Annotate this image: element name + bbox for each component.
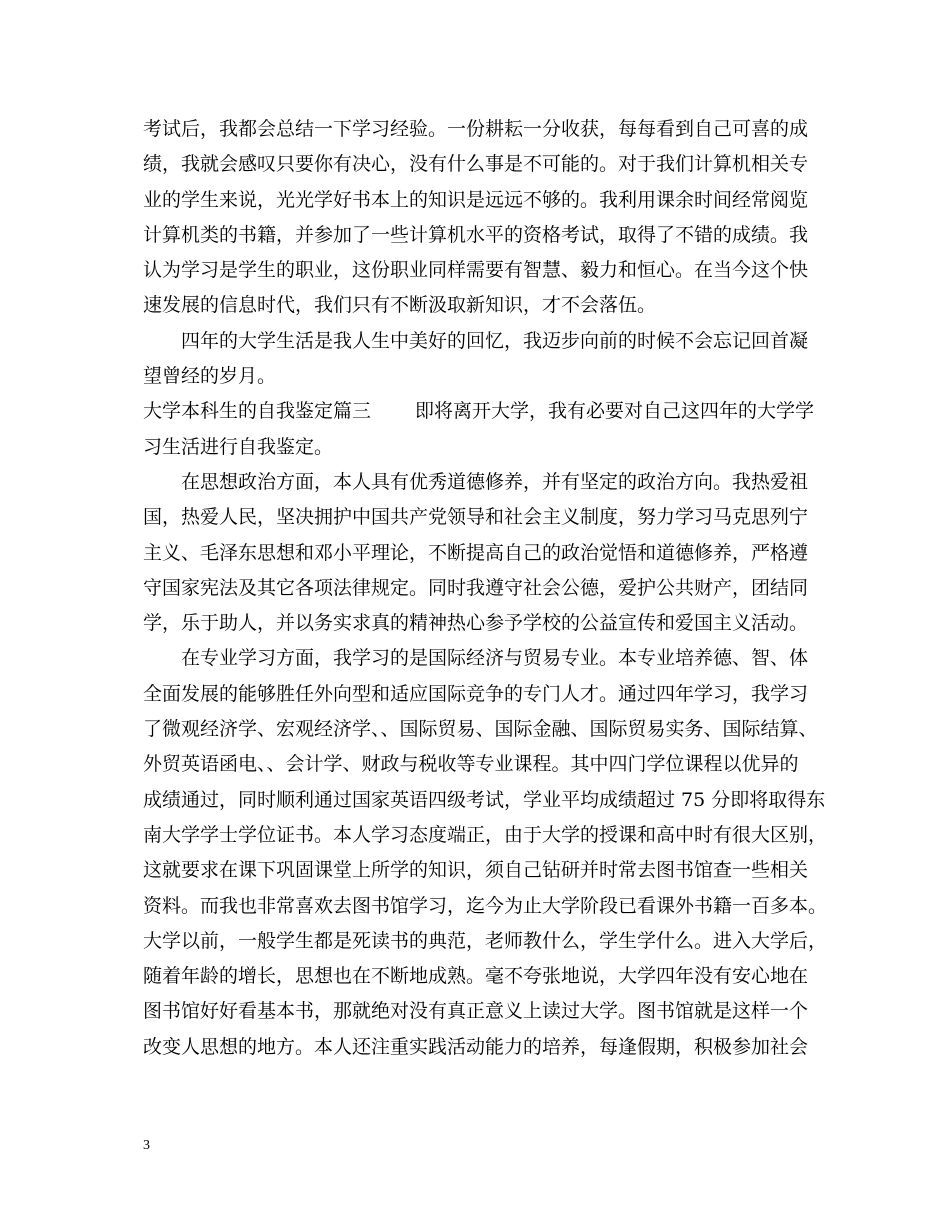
text-line: 改变人思想的地方。本人还注重实践活动能力的培养，每逢假期，积极参加社会 — [143, 1035, 809, 1058]
text-line: 大学以前，一般学生都是死读书的典范，老师教什么，学生学什么。进入大学后， — [143, 929, 828, 952]
text-line: 全面发展的能够胜任外向型和适应国际竞争的专门人才。通过四年学习，我学习 — [143, 682, 809, 705]
text-line: 习生活进行自我鉴定。 — [143, 435, 334, 458]
page-number: 3 — [143, 1138, 150, 1153]
paragraph — [143, 112, 823, 324]
text-line: 外贸英语函电、、会计学、财政与税收等专业课程。其中四门学位课程以优异的 — [143, 753, 799, 776]
paragraph — [143, 394, 823, 465]
text-line: 考试后，我都会总结一下学习经验。一份耕耘一分收获，每每看到自己可喜的成 — [143, 118, 809, 140]
text-line: 守国家宪法及其它各项法律规定。同时我遵守社会公德，爱护公共财产，团结同 — [143, 576, 809, 599]
text-line: 计算机类的书籍，并参加了一些计算机水平的资格考试，取得了不错的成绩。我 — [143, 223, 809, 246]
section-heading: 大学本科生的自我鉴定篇三 — [143, 400, 372, 423]
text-line: 了微观经济学、宏观经济学、、国际贸易、国际金融、国际贸易实务、国际结算、 — [143, 718, 818, 741]
text-line: 学，乐于助人，并以务实求真的精神热心参予学校的公益宣传和爱国主义活动。 — [143, 612, 809, 635]
paragraph — [143, 641, 828, 1065]
text-line: 资料。而我也非常喜欢去图书馆学习，迄今为止大学阶段已看课外书籍一百多本。 — [143, 894, 828, 917]
text-run: 即将离开大学，我有必要对自己这四年的大学学 — [415, 400, 815, 423]
text-line: 认为学习是学生的职业，这份职业同样需要有智慧、毅力和恒心。在当今这个快 — [143, 259, 809, 282]
text-line: 主义、毛泽东思想和邓小平理论，不断提高自己的政治觉悟和道德修养，严格遵 — [143, 541, 809, 564]
text-line: 绩，我就会感叹只要你有决心，没有什么事是不可能的。对于我们计算机相关专 — [143, 153, 809, 176]
paragraph — [143, 465, 823, 641]
text-line: 四年的大学生活是我人生中美好的回忆，我迈步向前的时候不会忘记回首凝 — [181, 329, 809, 352]
text-line: 望曾经的岁月。 — [143, 365, 277, 388]
text-line: 速发展的信息时代，我们只有不断汲取新知识，才不会落伍。 — [143, 294, 657, 317]
text-line: 国，热爱人民，坚决拥护中国共产党领导和社会主义制度，努力学习马克思列宁 — [143, 506, 809, 529]
text-line: 这就要求在课下巩固课堂上所学的知识，须自己钻研并时常去图书馆查一些相关 — [143, 859, 809, 882]
text-line: 业的学生来说，光光学好书本上的知识是远远不够的。我利用课余时间经常阅览 — [143, 188, 809, 211]
paragraph — [143, 324, 823, 395]
text-line: 在专业学习方面，我学习的是国际经济与贸易专业。本专业培养德、智、体 — [181, 647, 809, 670]
document-body — [143, 112, 828, 1065]
text-line: 图书馆好好看基本书，那就绝对没有真正意义上读过大学。图书馆就是这样一个 — [143, 1000, 809, 1023]
text-line: 成绩通过，同时顺利通过国家英语四级考试，学业平均成绩超过 75 分即将取得东 — [143, 788, 826, 811]
text-line: 随着年龄的增长，思想也在不断地成熟。毫不夸张地说，大学四年没有安心地在 — [143, 965, 809, 988]
text-line: 南大学学士学位证书。本人学习态度端正，由于大学的授课和高中时有很大区别， — [143, 823, 828, 846]
text-line — [143, 394, 823, 429]
text-line: 在思想政治方面，本人具有优秀道德修养，并有坚定的政治方向。我热爱祖 — [181, 470, 809, 493]
